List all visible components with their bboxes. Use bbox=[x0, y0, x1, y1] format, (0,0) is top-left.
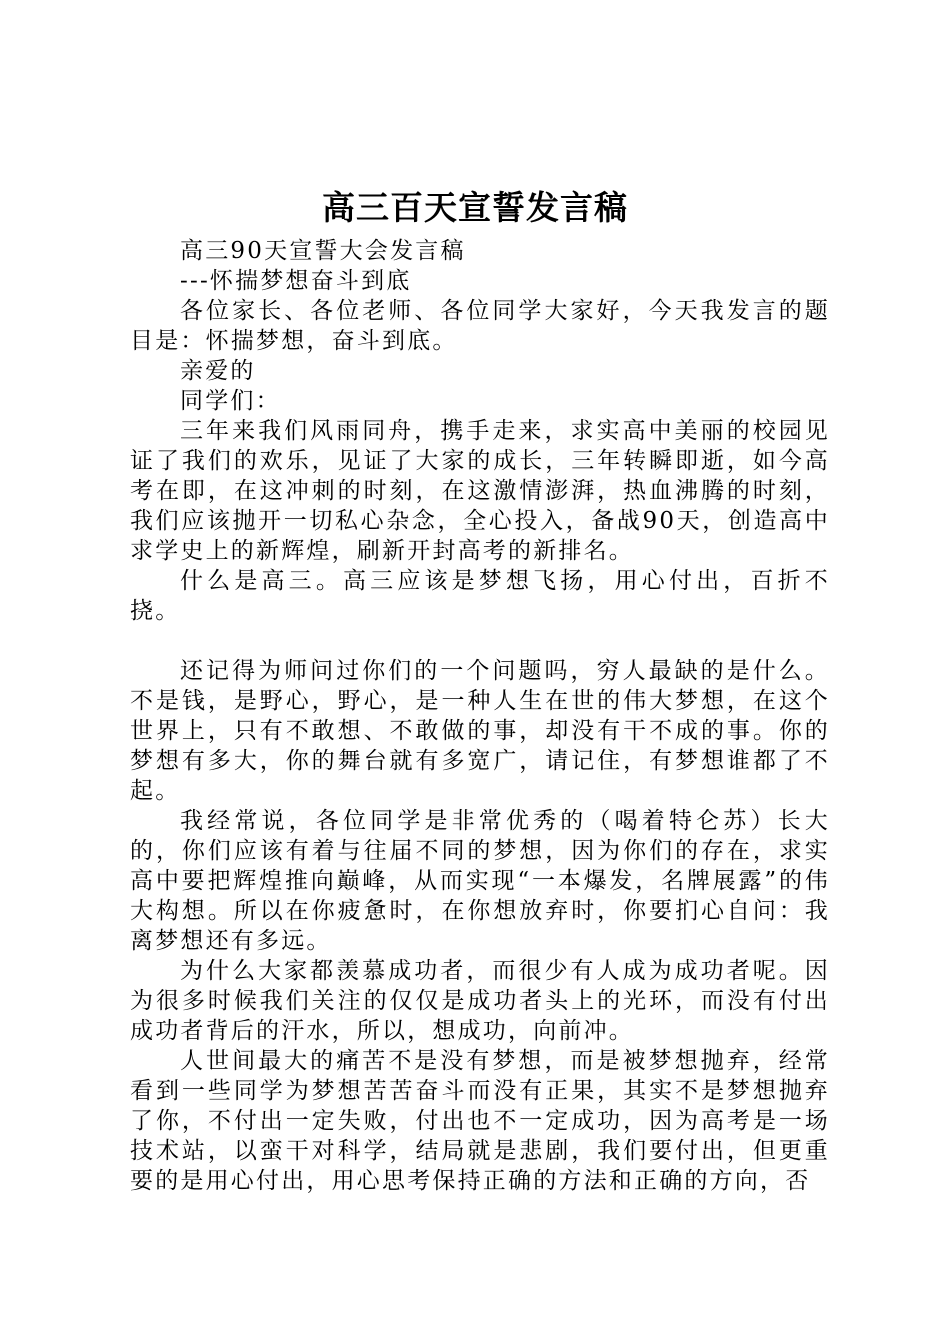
paragraph-salutation-1: 亲爱的 bbox=[180, 358, 256, 384]
document-body bbox=[130, 236, 830, 1196]
paragraph-body: 什么是高三。高三应该是梦想飞扬，用心付出，百折不挠。 bbox=[130, 568, 830, 624]
paragraph-subtitle: 高三90天宣誓大会发言稿 bbox=[180, 238, 466, 264]
paragraph-body: 我经常说，各位同学是非常优秀的（喝着特仑苏）长大的，你们应该有着与往届不同的梦想，因为你们的存在，求实高中要把辉煌推向巅峰，从而实现“一本爆发，名牌展露”的伟大构想。所以在你疲惫时，在你想放弃时，你要扪心自问：我离梦想还有多远。 bbox=[130, 808, 830, 954]
paragraph-body: 为什么大家都羡慕成功者，而很少有人成为成功者呢。因为很多时候我们关注的仅仅是成功者头上的光环，而没有付出成功者背后的汗水，所以，想成功，向前冲。 bbox=[130, 958, 830, 1044]
paragraph-motto: ---怀揣梦想奋斗到底 bbox=[180, 268, 412, 294]
document-title: 高三百天宣誓发言稿 bbox=[322, 188, 628, 227]
paragraph-body: 三年来我们风雨同舟，携手走来，求实高中美丽的校园见证了我们的欢乐，见证了大家的成长，三年转瞬即逝，如今高考在即，在这冲刺的时刻，在这激情澎湃，热血沸腾的时刻，我们应该抛开一切私心杂念，全心投入，备战90天，创造高中求学史上的新辉煌，刷新开封高考的新排名。 bbox=[130, 418, 830, 564]
paragraph-greeting: 各位家长、各位老师、各位同学大家好，今天我发言的题目是：怀揣梦想，奋斗到底。 bbox=[130, 298, 830, 354]
paragraph-salutation-2: 同学们： bbox=[180, 388, 281, 414]
paragraph-body: 还记得为师问过你们的一个问题吗，穷人最缺的是什么。不是钱，是野心，野心，是一种人生在世的伟大梦想，在这个世界上，只有不敢想、不敢做的事，却没有干不成的事。你的梦想有多大，你的舞台就有多宽广，请记住，有梦想谁都了不起。 bbox=[130, 658, 830, 804]
paragraph-body: 人世间最大的痛苦不是没有梦想，而是被梦想抛弃，经常看到一些同学为梦想苦苦奋斗而没有正果，其实不是梦想抛弃了你，不付出一定失败，付出也不一定成功，因为高考是一场技术站，以蛮干对科学，结局就是悲剧，我们要付出，但更重要的是用心付出，用心思考保持正确的方法和正确的方向，否 bbox=[130, 1048, 830, 1194]
